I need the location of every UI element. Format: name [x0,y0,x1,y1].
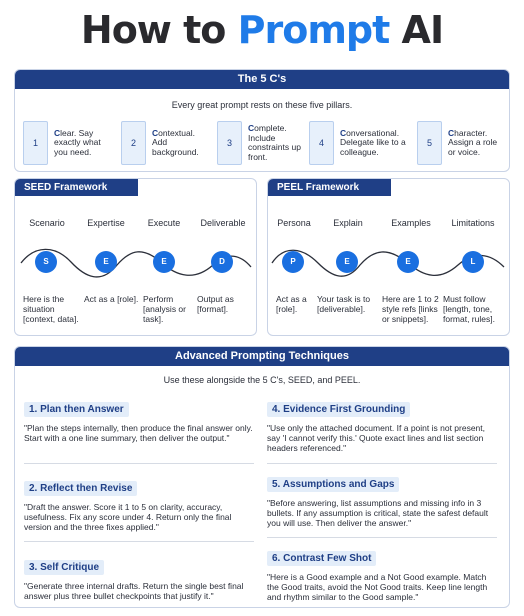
c-number: 1 [23,121,48,165]
technique-card [267,548,499,602]
technique-card [24,478,256,532]
c-rest: onversational. Delegate like to a colleague. [340,127,406,157]
peel-step-label: Limitations [451,218,495,228]
seed-framework-panel [14,178,257,336]
technique-title: 2. Reflect then Revise [24,481,137,496]
c-text [448,129,506,158]
peel-header: PEEL Framework [268,179,391,196]
peel-framework-panel [267,178,510,336]
c-letter: C [448,127,455,138]
advanced-techniques-panel [14,346,510,608]
seed-circle: E [153,251,175,273]
seed-circle: S [35,251,57,273]
peel-step-label: Explain [333,218,363,228]
seed-step-label: Scenario [29,218,65,228]
technique-card [267,474,499,528]
technique-body: "Draft the answer. Score it 1 to 5 on clarity, accuracy, usefulness. Fix any score under 4. Return only the final version and the three fixes applied." [24,502,232,532]
peel-step-desc: Must follow [length, tone, format, rules]. [443,294,495,324]
technique-body: "Before answering, list assumptions and missing info in 3 bullets. If any assumption is critical, state the safest default you will use. Then deliver the answer." [267,498,489,528]
c-rest: haracter. Assign a role or voice. [448,127,498,157]
five-cs-header: The 5 C's [15,70,509,89]
c-letter: C [152,127,159,138]
technique-title: 1. Plan then Answer [24,402,129,417]
c-item-conversational [309,121,414,165]
c-text [340,129,414,158]
advanced-subtitle: Use these alongside the 5 C's, SEED, and PEEL. [163,375,361,385]
technique-body: "Plan the steps internally, then produce the final answer only. Start with a one line summary, then deliver the output." [24,423,253,443]
c-rest: ontextual. Add background. [152,127,199,157]
five-cs-subtitle: Every great prompt rests on these five pillars. [171,100,353,110]
c-item-complete [217,121,302,165]
advanced-header: Advanced Prompting Techniques [15,347,509,366]
seed-step-desc: Act as a [role]. [84,294,139,304]
technique-title: 4. Evidence First Grounding [267,402,410,417]
c-rest: lear. Say exactly what you need. [54,127,101,157]
seed-circle: E [95,251,117,273]
seed-step-desc: Perform [analysis or task]. [143,294,186,324]
c-item-character [417,121,506,165]
seed-header: SEED Framework [15,179,138,196]
c-number: 2 [121,121,146,165]
peel-circle: E [397,251,419,273]
title-accent: Prompt [237,8,390,52]
c-number: 4 [309,121,334,165]
c-item-contextual [121,121,210,165]
c-letter: C [54,127,61,138]
peel-circle: E [336,251,358,273]
c-letter: C [248,123,255,133]
five-cs-panel [14,69,510,172]
technique-divider [24,541,254,542]
peel-step-label: Persona [277,218,311,228]
c-rest: omplete. Include constraints up front. [248,123,301,162]
technique-card [24,557,256,601]
technique-divider [267,537,497,538]
technique-divider [24,463,254,464]
c-text [248,124,302,162]
seed-circle: D [211,251,233,273]
c-number: 3 [217,121,242,165]
c-number: 5 [417,121,442,165]
technique-title: 5. Assumptions and Gaps [267,477,399,492]
seed-step-desc: Here is the situation [context, data]. [23,294,79,324]
peel-step-desc: Here are 1 to 2 style refs [links or snippets]. [382,294,439,324]
page-title [0,8,524,52]
seed-step-label: Deliverable [200,218,246,228]
seed-step-desc: Output as [format]. [197,294,234,314]
peel-circle: L [462,251,484,273]
peel-step-desc: Act as a [role]. [276,294,307,314]
c-item-clear [23,121,112,165]
technique-card [24,399,256,443]
technique-body: "Use only the attached document. If a point is not present, say 'I cannot verify this.' Quote exact lines and list section headers referenced." [267,423,486,453]
technique-title: 6. Contrast Few Shot [267,551,376,566]
c-letter: C [340,127,347,138]
seed-step-label: Expertise [87,218,125,228]
title-part-1: How to [80,8,238,52]
peel-step-label: Examples [391,218,431,228]
seed-step-label: Execute [147,218,181,228]
title-part-2: AI [389,8,444,52]
technique-body: "Here is a Good example and a Not Good example. Match the Good traits, avoid the Not Good traits. Keep line length and rhythm similar to the Good sample." [267,572,488,602]
technique-card [267,399,499,453]
technique-title: 3. Self Critique [24,560,104,575]
c-text [152,129,210,158]
technique-body: "Generate three internal drafts. Return the single best final answer plus three bullet checkpoints that justify it." [24,581,244,601]
technique-divider [267,463,497,464]
peel-circle: P [282,251,304,273]
c-text [54,129,112,158]
peel-step-desc: Your task is to [deliverable]. [317,294,371,314]
